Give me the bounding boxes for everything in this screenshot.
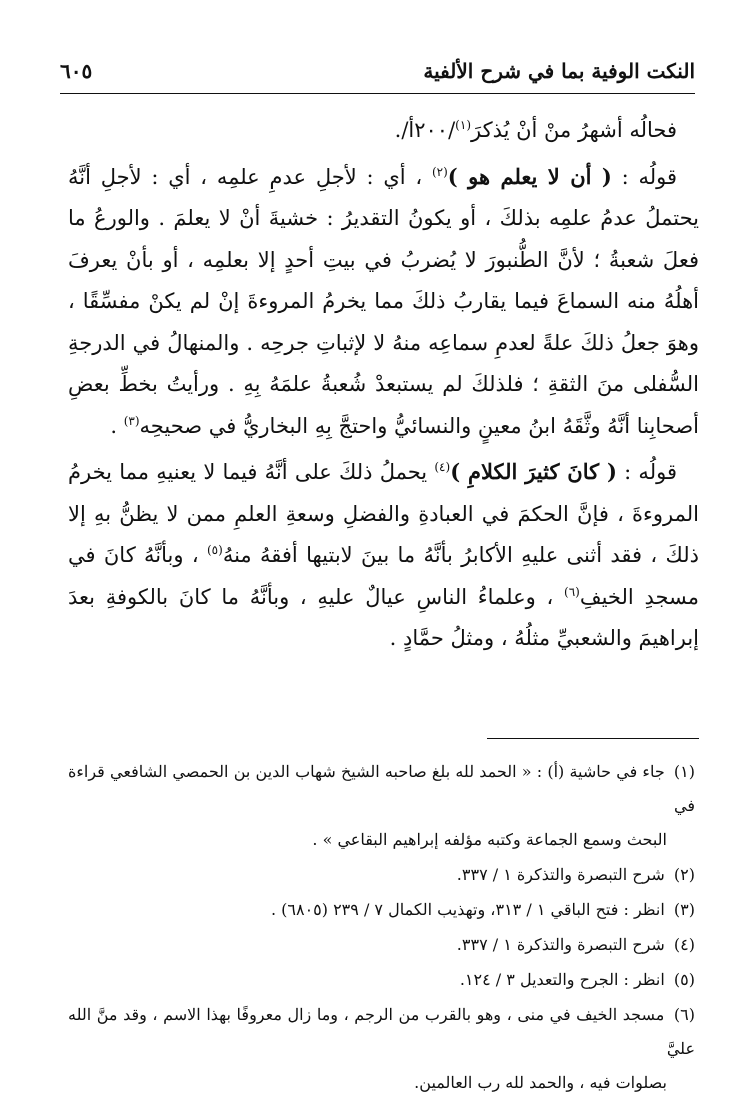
footnote-number: (٣) — [673, 900, 695, 919]
footnote-number: (٤) — [673, 935, 695, 954]
lemma: ( كانَ كثيرَ الكلامِ ) — [450, 459, 617, 484]
footnote-3 — [68, 893, 695, 927]
footnote-text: جاء في حاشية (أ) : « الحمد لله بلغ صاحبه الشيخ شهاب الدين بن الحمصي الشافعي قراءة في — [68, 762, 695, 815]
footnotes — [68, 755, 695, 1101]
paragraph-end: . — [110, 413, 124, 438]
folio-marker: /٢٠٠أ/. — [394, 118, 456, 142]
footnote-separator — [487, 738, 699, 739]
footnote-continuation: بصلوات فيه ، والحمد لله رب العالمين. — [414, 1073, 667, 1092]
footnote-number: (٢) — [673, 865, 695, 884]
page-number: ٦٠٥ — [60, 59, 93, 83]
footnote-ref: (٢) — [431, 164, 448, 179]
paragraph-3 — [68, 451, 699, 660]
lemma: ( أن لا يعلم هو ) — [447, 163, 612, 189]
footnote-ref: (٣) — [123, 413, 140, 428]
footnote-ref: (٥) — [206, 543, 223, 557]
running-header — [60, 55, 695, 94]
footnote-continuation: البحث وسمع الجماعة وكتبه مؤلفه إبراهيم البقاعي » . — [312, 830, 667, 849]
lemma-prefix: قولُه : — [611, 164, 677, 189]
footnote-ref: (٦) — [564, 584, 580, 599]
footnote-1 — [68, 755, 695, 857]
footnote-ref: (٤) — [434, 460, 451, 474]
footnote-number: (٦) — [673, 1005, 695, 1024]
footnote-number: (١) — [673, 762, 696, 781]
footnote-text: شرح التبصرة والتذكرة ١ / ٣٣٧. — [456, 865, 665, 884]
footnote-6 — [68, 998, 695, 1100]
book-title: النكت الوفية بما في شرح الألفية — [423, 59, 695, 83]
lemma-prefix: قولُه : — [616, 460, 677, 484]
paragraph-2 — [68, 156, 699, 448]
paragraph-text: فحالُه أشهرُ منْ أنْ يُذكرَ — [471, 118, 677, 142]
footnote-ref: (١) — [455, 118, 471, 132]
paragraph-text: يحملُ ذلكَ على أنَّهُ فيما لا يعنيهِ مما يخرمُ المروءةَ ، فإنَّ الحكمَ في العبادةِ والفضلِ وسعةِ العلمِ ممن لا يظنُّ بهِ إلا ذلكَ ، فقد أثنى عليهِ الأكابرُ بأنَّهُ ما بينَ لابتيها أفقهُ منهُ — [68, 460, 699, 567]
footnote-text: انظر : فتح الباقي ١ / ٣١٣، وتهذيب الكمال ٧ / ٢٣٩ (٦٨٠٥) . — [270, 900, 665, 919]
footnote-4 — [68, 928, 695, 962]
footnote-text: شرح التبصرة والتذكرة ١ / ٣٣٧. — [456, 935, 665, 954]
footnote-number: (٥) — [673, 970, 695, 989]
paragraph-1 — [68, 110, 699, 152]
paragraph-text: ، وبأنَّهُ كانَ في مسجدِ الخيفِ — [68, 543, 700, 609]
footnote-5 — [68, 963, 695, 997]
paragraph-text: ، وعلماءُ الناسِ عيالٌ عليهِ ، وبأنَّهُ ما كانَ بالكوفةِ بعدَ إبراهيمَ والشعبيِّ مثلُهُ ، ومثلُ حمَّادٍ . — [68, 584, 699, 650]
main-text — [68, 110, 699, 664]
footnote-text: مسجد الخيف في منى ، وهو بالقرب من الرجم ، وما زال معروفًا بهذا الاسم ، وقد منَّ الله عليَّ — [68, 1005, 695, 1058]
paragraph-text: ، أي : لأجلِ عدمِ علمِه ، أي : لأجلِ أنَّهُ يحتملُ عدمُ علمِه بذلكَ ، أو يكونُ التقديرُ : خشيةَ أنْ لا يعلمَ . والورعُ ما فعلَ شعبةُ ؛ لأنَّ الطُّنبورَ لا يُضربُ في بيتِ أحدٍ إلا بعلمِه ، أو بأنْ يعرفَ أهلُهُ منه السماعَ فيما يقاربُ ذلكَ مما يخرمُ المروءةَ إنْ لم يكنْ مفسِّقًا ، وهوَ جعلُ ذلكَ علةً لعدمِ سماعِه منهُ لا لإثباتِ جرحِه . والمنهالُ في الدرجةِ السُّفلى منَ الثقةِ ؛ فلذلكَ لم يستبعدْ شُعبةُ علمَهُ بِهِ . ورأيتُ بخطِّ بعضِ أصحابِنا أنَّهُ وثَّقَهُ ابنُ معينٍ والنسائيُّ واحتجَّ بِهِ البخاريُّ في صحيحِه — [68, 164, 699, 438]
footnote-2 — [68, 858, 695, 892]
footnote-text: انظر : الجرح والتعديل ٣ / ١٢٤. — [459, 970, 665, 989]
